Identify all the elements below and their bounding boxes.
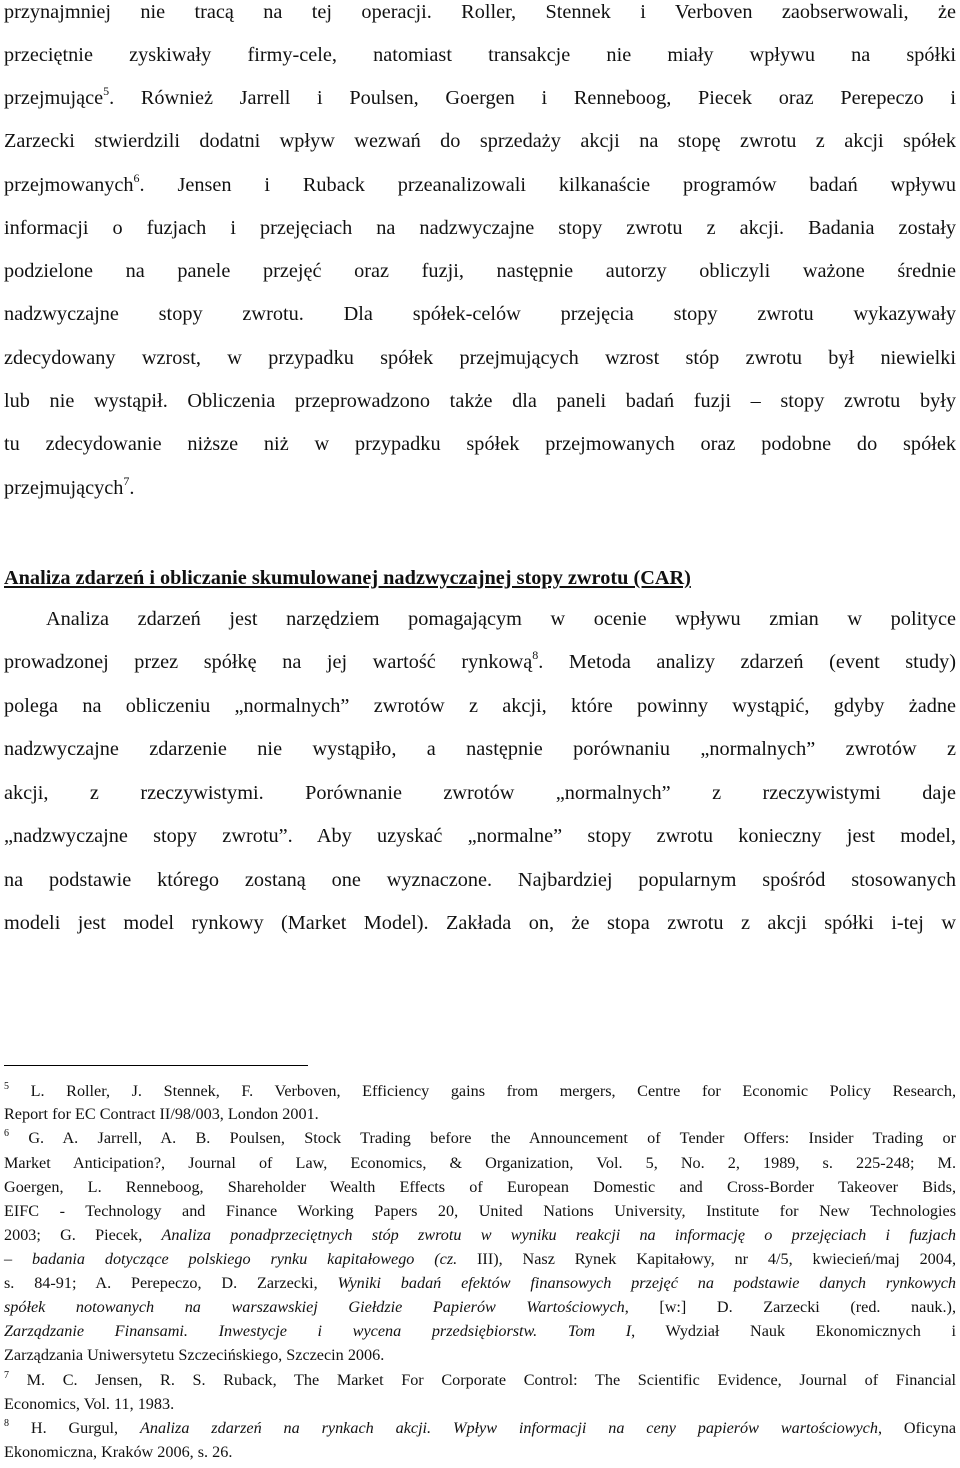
body-line bbox=[4, 650, 956, 674]
period: . bbox=[129, 477, 135, 499]
body-line: Zarzecki stwierdzili dodatni wpływ wezwań do sprzedaży akcji na stopę zwrotu z akcji spółek bbox=[4, 130, 956, 152]
period: . bbox=[139, 174, 145, 196]
footnote-6-line bbox=[4, 1273, 956, 1293]
footnote-number: 8 bbox=[4, 1418, 9, 1429]
footnote-6-line: Zarządzania Uniwersytetu Szczecińskiego, Szczecin 2006. bbox=[4, 1346, 385, 1364]
footnote-8 bbox=[4, 1418, 956, 1438]
title-italic: Wyniki badań efektów finansowych przejęć na podstawie danych rynkowych bbox=[337, 1274, 956, 1292]
footnote-7 bbox=[4, 1370, 956, 1390]
title-italic: – badania dotyczące polskiego rynku kapitałowego (cz. bbox=[4, 1250, 478, 1268]
text: Również Jarrell i Poulsen, Goergen i Renneboog, Piecek oraz Perepeczo i bbox=[140, 87, 956, 109]
title-italic: spółek notowanych na warszawskiej Giełdzie Papierów Wartościowych bbox=[4, 1298, 625, 1316]
footnote-6-line bbox=[4, 1321, 956, 1341]
body-line: tu zdecydowanie niższe niż w przypadku spółek przejmowanych oraz podobne do spółek bbox=[4, 433, 956, 455]
text: , Oficyna bbox=[877, 1419, 957, 1437]
text: H. Gurgul, bbox=[30, 1419, 140, 1437]
text: 2003; G. Piecek, bbox=[4, 1226, 162, 1244]
title-italic: Zarządzanie Finansami. Inwestycje i wycena przedsiębiorstw. Tom I bbox=[4, 1322, 632, 1340]
text: , Wydział Nauk Ekonomicznych i bbox=[631, 1322, 956, 1340]
footnote-5 bbox=[4, 1081, 956, 1101]
footnote-ref-5[interactable]: 5 bbox=[103, 84, 110, 98]
body-line bbox=[4, 476, 956, 500]
body-line: „nadzwyczajne stopy zwrotu”. Aby uzyskać „normalne” stopy zwrotu konieczny jest model, bbox=[4, 825, 956, 847]
footnote-6-line: EIFC - Technology and Finance Working Papers 20, United Nations University, Institute for New Technologies bbox=[4, 1202, 956, 1220]
word: przejmujących bbox=[4, 477, 124, 499]
period: . bbox=[109, 87, 115, 109]
footnote-ref-6[interactable]: 6 bbox=[133, 171, 140, 185]
text: . Metoda analizy zdarzeń (event study) bbox=[538, 651, 956, 673]
footnote-5-line: Report for EC Contract II/98/003, London 2001. bbox=[4, 1105, 319, 1123]
footnote-6-line bbox=[4, 1225, 956, 1245]
section-heading: Analiza zdarzeń i obliczanie skumulowanej nadzwyczajnej stopy zwrotu (CAR) bbox=[4, 567, 691, 589]
text: L. Roller, J. Stennek, F. Verboven, Efficiency gains from mergers, Centre for Economic Policy Research, bbox=[30, 1082, 956, 1100]
footnote-number: 7 bbox=[4, 1370, 9, 1381]
footnote-6-line bbox=[4, 1249, 956, 1269]
word: przejmujące bbox=[4, 87, 104, 109]
footnote-7-line: Economics, Vol. 11, 1983. bbox=[4, 1395, 175, 1413]
footnote-number: 6 bbox=[4, 1128, 9, 1139]
footnote-6-line: Market Anticipation?, Journal of Law, Economics, & Organization, Vol. 5, No. 2, 1989, s. 225-248; M. bbox=[4, 1154, 956, 1172]
footnote-separator bbox=[4, 1065, 308, 1066]
text: G. A. Jarrell, A. B. Poulsen, Stock Trading before the Announcement of Tender Offers: Insider Trading or bbox=[28, 1129, 956, 1147]
body-line: lub nie wystąpił. Obliczenia przeprowadzono także dla paneli badań fuzji – stopy zwrotu były bbox=[4, 390, 956, 412]
body-line: akcji, z rzeczywistymi. Porównanie zwrotów „normalnych” z rzeczywistymi daje bbox=[4, 782, 956, 804]
body-line: modeli jest model rynkowy (Market Model). Zakłada on, że stopa zwrotu z akcji spółki i-tej w bbox=[4, 912, 956, 934]
body-line bbox=[4, 173, 956, 197]
body-line: informacji o fuzjach i przejęciach na nadzwyczajne stopy zwrotu z akcji. Badania zostały bbox=[4, 217, 956, 239]
body-line: zdecydowany wzrost, w przypadku spółek przejmujących wzrost stóp zwrotu był niewielki bbox=[4, 347, 956, 369]
title-italic: Analiza ponadprzeciętnych stóp zwrotu w wyniku reakcji na informację o przejęciach i fuzjach bbox=[161, 1226, 956, 1244]
footnote-8-line: Ekonomiczna, Kraków 2006, s. 26. bbox=[4, 1443, 233, 1461]
title-italic: Analiza zdarzeń na rynkach akcji. Wpływ informacji na ceny papierów wartościowych bbox=[139, 1419, 878, 1437]
footnote-6-line bbox=[4, 1297, 956, 1317]
body-line: Analiza zdarzeń jest narzędziem pomagającym w ocenie wpływu zmian w polityce bbox=[46, 608, 956, 630]
footnote-ref-7[interactable]: 7 bbox=[123, 474, 130, 488]
footnote-6-line: Goergen, L. Renneboog, Shareholder Wealth Effects of European Domestic and Cross-Border Takeover Bids, bbox=[4, 1178, 956, 1196]
body-line: przynajmniej nie tracą na tej operacji. Roller, Stennek i Verboven zaobserwowali, że bbox=[4, 1, 956, 23]
text: III), Nasz Rynek Kapitałowy, nr 4/5, kwiecień/maj 2004, bbox=[477, 1250, 957, 1268]
body-line: przeciętnie zyskiwały firmy-cele, natomiast transakcje nie miały wpływu na spółki bbox=[4, 44, 956, 66]
text: Jensen i Ruback przeanalizowali kilkanaście programów badań wpływu bbox=[177, 174, 956, 196]
body-line: na podstawie którego zostaną one wyznaczone. Najbardziej popularnym spośród stosowanych bbox=[4, 869, 956, 891]
body-line: nadzwyczajne zdarzenie nie wystąpiło, a następnie porównaniu „normalnych” zwrotów z bbox=[4, 738, 956, 760]
body-line: podzielone na panele przejęć oraz fuzji, następnie autorzy obliczyli ważone średnie bbox=[4, 260, 956, 282]
body-line bbox=[4, 86, 956, 110]
body-line: polega na obliczeniu „normalnych” zwrotów z akcji, które powinny wystąpić, gdyby żadne bbox=[4, 695, 956, 717]
footnote-number: 5 bbox=[4, 1081, 9, 1092]
word: przejmowanych bbox=[4, 174, 134, 196]
text: , [w:] D. Zarzecki (red. nauk.), bbox=[624, 1298, 956, 1316]
body-line: nadzwyczajne stopy zwrotu. Dla spółek-celów przejęcia stopy zwrotu wykazywały bbox=[4, 303, 956, 325]
text: s. 84-91; A. Perepeczo, D. Zarzecki, bbox=[4, 1274, 338, 1292]
text: M. C. Jensen, R. S. Ruback, The Market For Corporate Control: The Scientific Evidence, Journal of Financial bbox=[26, 1371, 957, 1389]
text: prowadzonej przez spółkę na jej wartość rynkową bbox=[4, 651, 533, 673]
footnote-ref-8[interactable]: 8 bbox=[532, 648, 539, 662]
footnote-6 bbox=[4, 1128, 956, 1148]
